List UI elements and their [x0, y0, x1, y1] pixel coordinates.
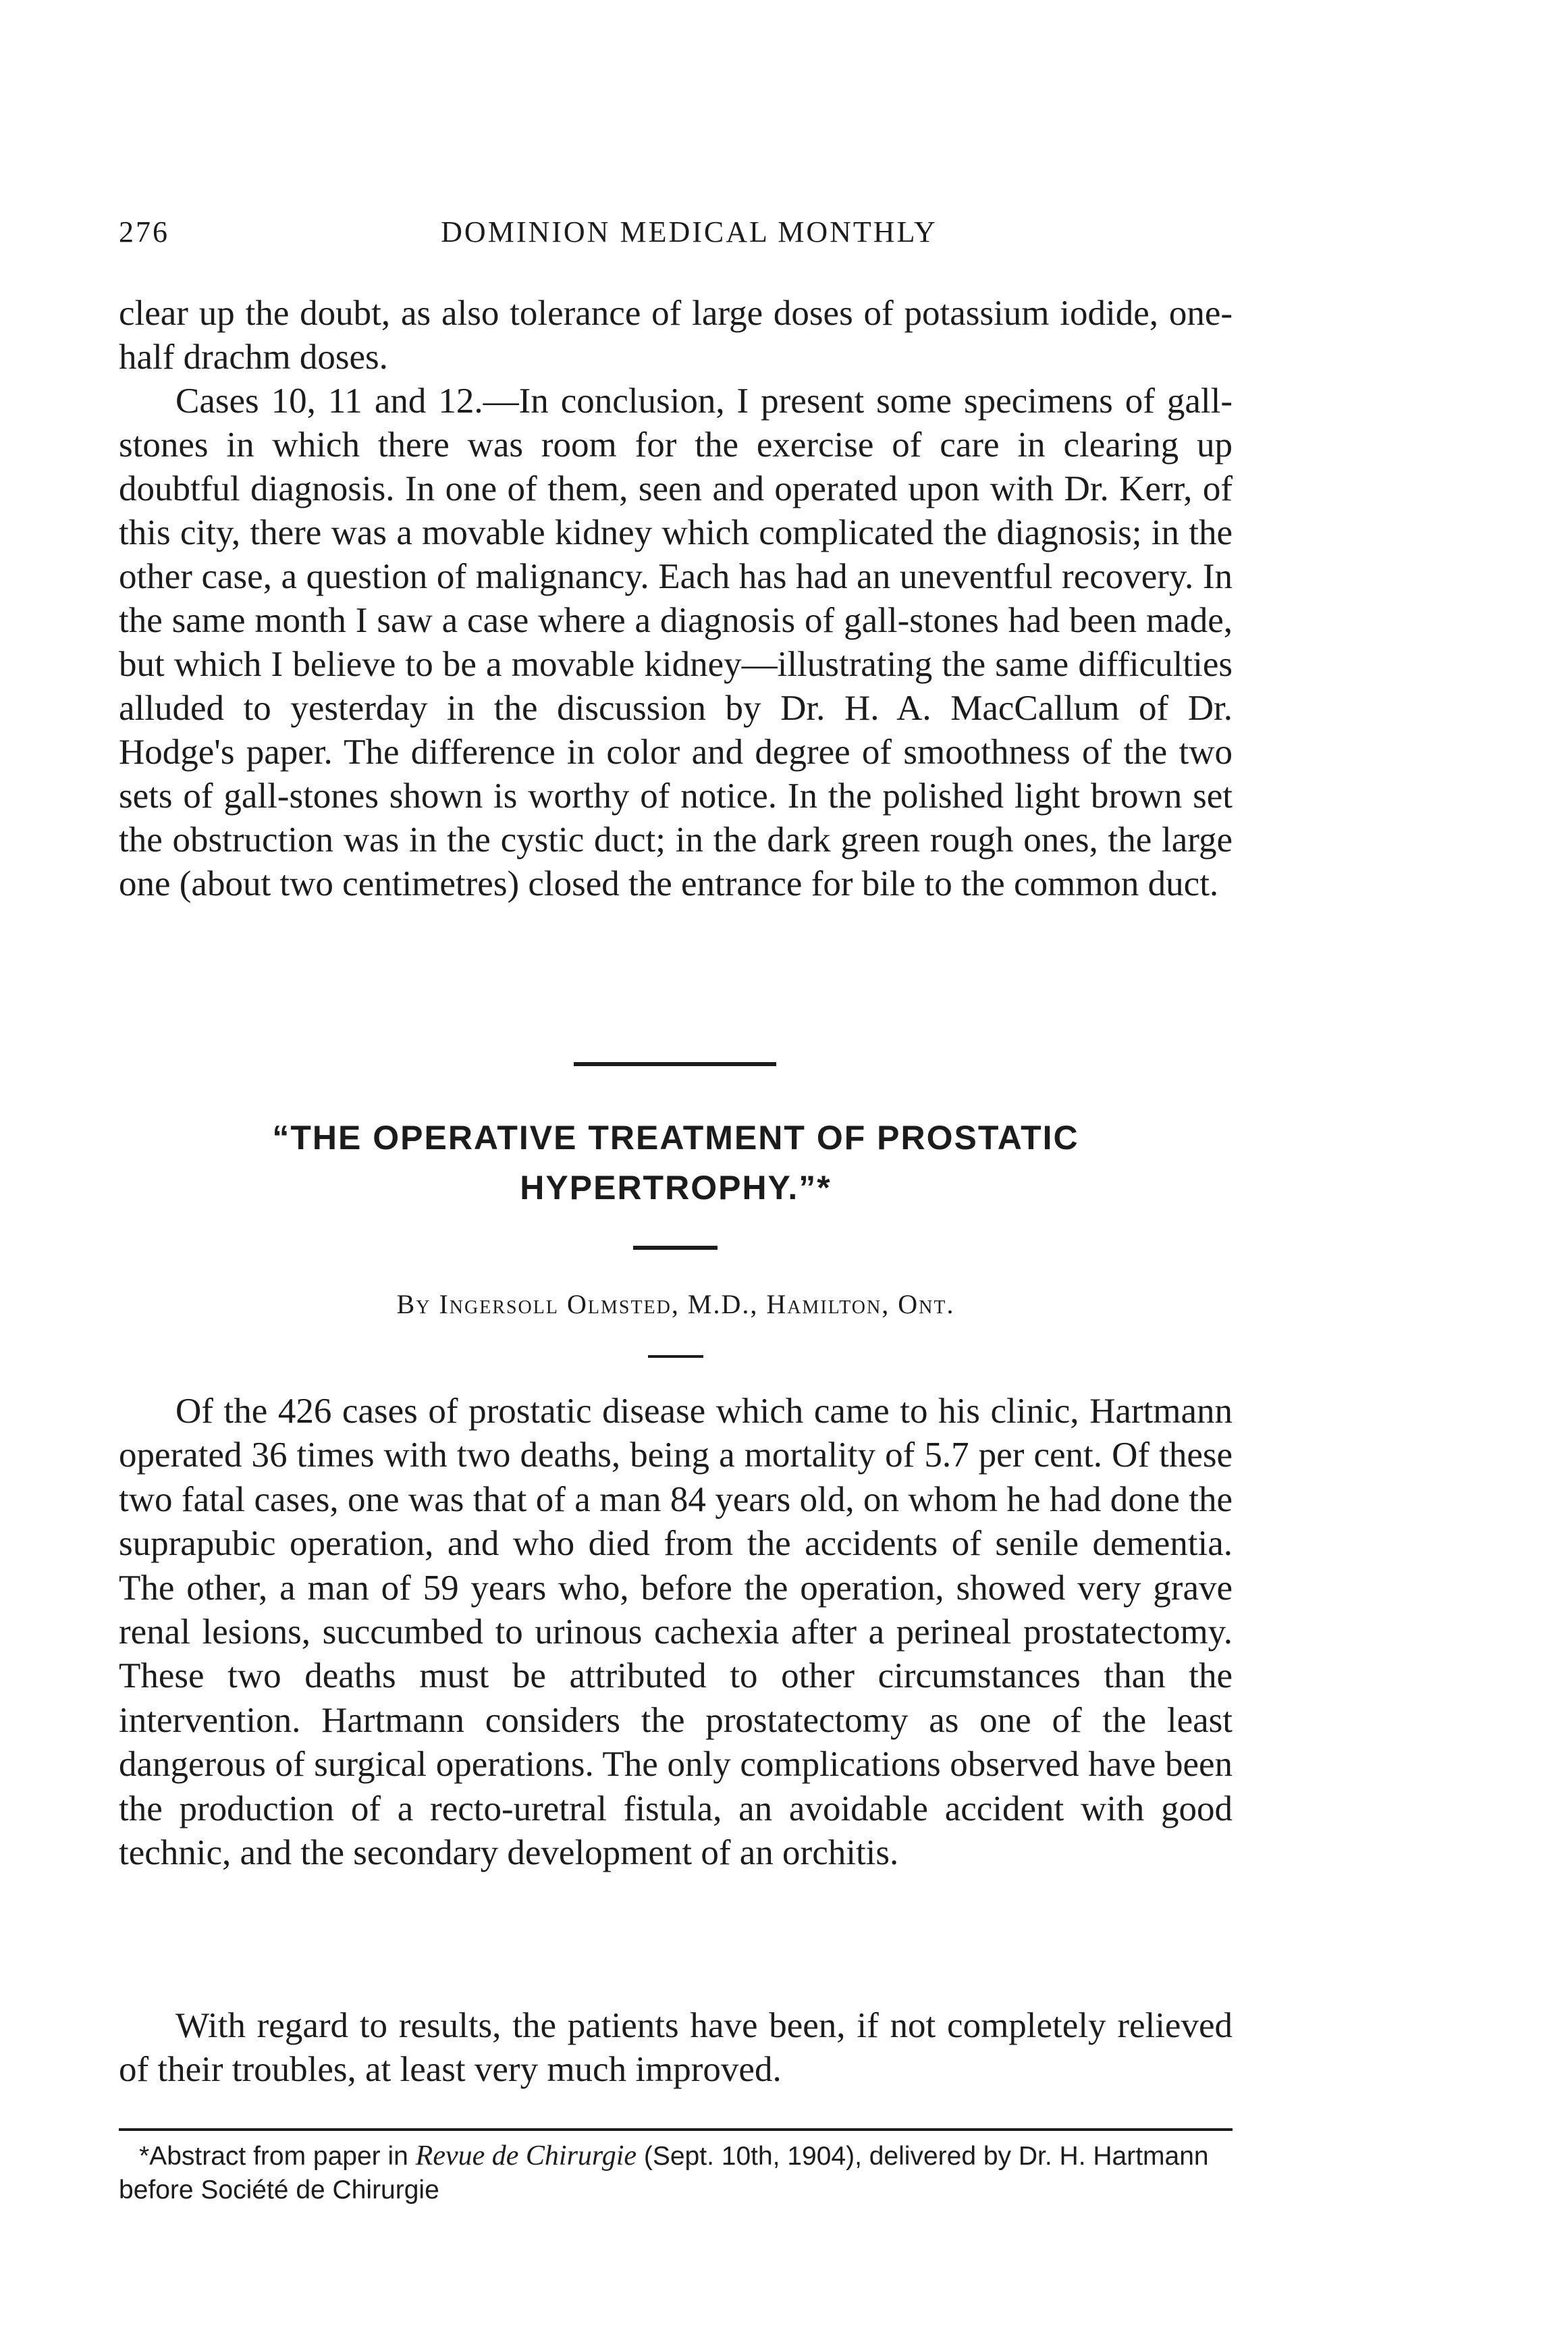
author-byline: By Ingersoll Olmsted, M.D., Hamilton, Ont.: [396, 1289, 955, 1319]
article-paragraph-2-text: With regard to results, the patients have been, if not completely relieved of their troubles, at least very much improved.: [119, 2006, 1233, 2089]
page-number: 276: [119, 215, 169, 248]
article-title: [119, 1113, 1233, 1213]
article-title-line-2: HYPERTROPHY.”*: [520, 1169, 832, 1207]
section-divider: [574, 1062, 776, 1066]
continued-paragraph-2: [119, 379, 1233, 906]
footnote-suffix: (Sept. 10th, 1904), delivered by Dr. H. Hartmann before Société de Chirurgie: [119, 2142, 1209, 2205]
footnote: [119, 2139, 1233, 2207]
footnote-prefix: *Abstract from paper in: [139, 2142, 416, 2171]
continued-paragraph-2-text: Cases 10, 11 and 12.—In conclusion, I present some specimens of gall-stones in which there was room for the exercise of care in clearing up doubtful diagnosis. In one of them, seen and operated upon with Dr. Kerr, of this city, there was a movable kidney which complicated the diagnosis; in the other case, a question of malignancy. Each has had an uneventful recovery. In the same month I saw a case where a diagnosis of gall-stones had been made, but which I believe to be a movable kidney—illustrating the same difficulties alluded to yesterday in the discussion by Dr. H. A. MacCallum of Dr. Hodge's paper. The difference in color and degree of smoothness of the two sets of gall-stones shown is worthy of notice. In the polished light brown set the obstruction was in the cystic duct; in the dark green rough ones, the large one (about two centimetres) closed the entrance for bile to the common duct.: [119, 381, 1233, 903]
article-paragraph-1-text: Of the 426 cases of prostatic disease which came to his clinic, Hartmann operated 36 times with two deaths, being a mortality of 5.7 per cent. Of these two fatal cases, one was that of a man 84 years old, on whom he had done the suprapubic operation, and who died from the accidents of senile dementia. The other, a man of 59 years who, before the operation, showed very grave renal lesions, succumbed to urinous cachexia after a perineal prostatectomy. These two deaths must be attributed to other circumstances than the intervention. Hartmann considers the prostatectomy as one of the least dangerous of surgical operations. The only complications observed have been the production of a recto-uretral fistula, an avoidable accident with good technic, and the secondary development of an orchitis.: [119, 1392, 1233, 1873]
continued-paragraph-1: clear up the doubt, as also tolerance of large doses of potassium iodide, one-half drachm doses.: [119, 294, 1233, 377]
running-head: [119, 215, 1233, 255]
title-divider: [633, 1246, 718, 1250]
footnote-divider: [119, 2128, 1233, 2131]
article-paragraph-2: [119, 2004, 1233, 2092]
journal-title: DOMINION MEDICAL MONTHLY: [441, 215, 938, 248]
document-page: [119, 0, 1233, 2347]
article-title-line-1: “THE OPERATIVE TREATMENT OF PROSTATIC: [272, 1119, 1079, 1157]
article-paragraph-1: [119, 1390, 1233, 1875]
footnote-journal: Revue de Chirurgie: [415, 2140, 637, 2171]
byline-divider: [648, 1355, 703, 1358]
